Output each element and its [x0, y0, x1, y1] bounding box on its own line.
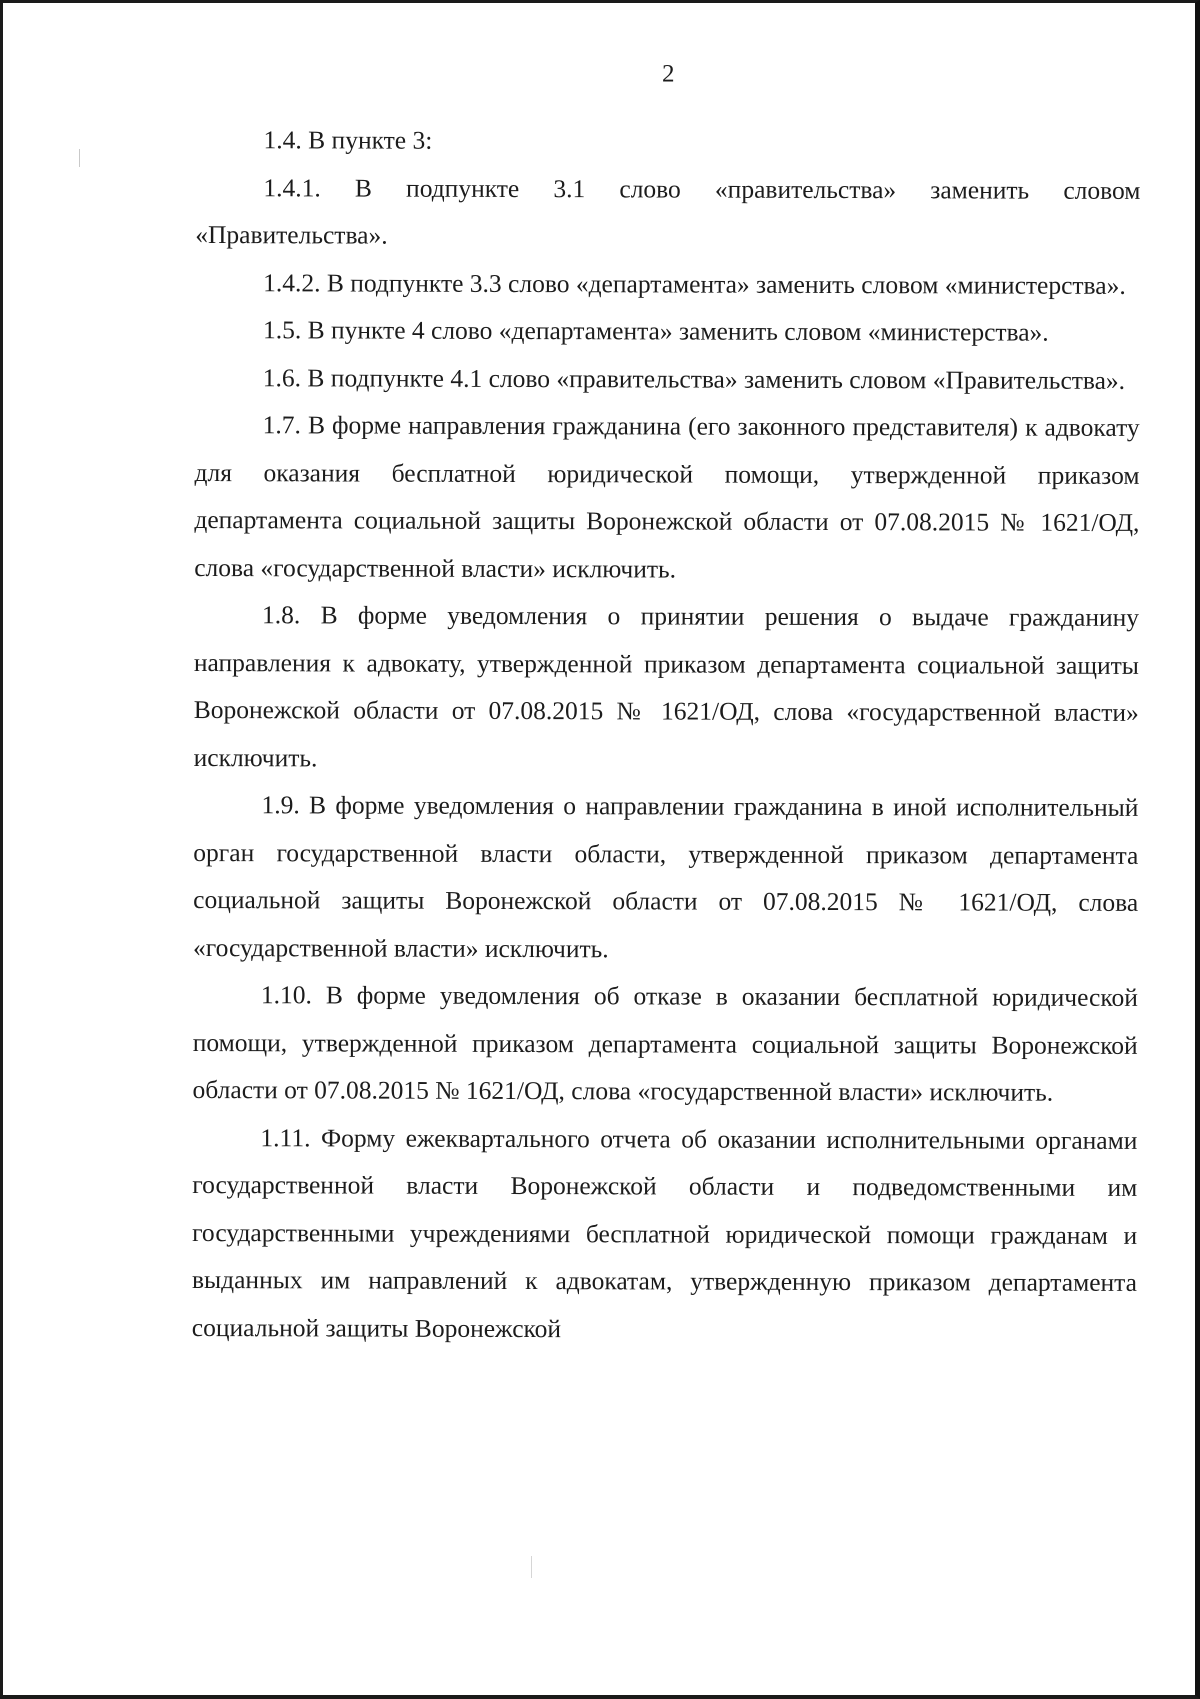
- paragraph-1-9: 1.9. В форме уведомления о направлении гражданина в иной исполнительный орган государственной власти области, утвержденной приказом департамента социальной защиты Воронежской области от 07.08.2015 № 1621/ОД, слова «государственной власти» исключить.: [192, 790, 1139, 963]
- document-body: [192, 116, 1141, 1354]
- paragraph-1-4: 1.4. В пункте 3:: [263, 125, 433, 155]
- page-number: 2: [661, 60, 675, 88]
- paragraph-1-4-1: 1.4.1. В подпункте 3.1 слово «правительства» заменить словом «Правительства».: [195, 172, 1141, 250]
- document-sheet: [191, 3, 1141, 1343]
- scan-artifact: [79, 149, 80, 167]
- paragraph-1-5: 1.5. В пункте 4 слово «департамента» заменить словом «министерства».: [262, 315, 1049, 347]
- paragraph-1-8: 1.8. В форме уведомления о принятии решения о выдаче гражданину направления к адвокату, утвержденной приказом департамента социальной защиты Воронежской области от 07.08.2015 № 1621/ОД, слова «государственной власти» исключить.: [193, 600, 1140, 772]
- paragraph-1-10: 1.10. В форме уведомления об отказе в оказании бесплатной юридической помощи, утвержденной приказом департамента социальной защиты Воронежской области от 07.08.2015 № 1621/ОД, слова «государственной власти» исключить.: [192, 980, 1138, 1107]
- paragraph-1-11: 1.11. Форму ежеквартального отчета об оказании исполнительными органами государственной власти Воронежской области и подведомственными им государственными учреждениями бесплатной юридической помощи гражданам и выданных им направлений к адвокатам, утвержденную приказом департамента социальной защиты Воронежской: [191, 1122, 1138, 1343]
- paragraph-1-6: 1.6. В подпункте 4.1 слово «правительства» заменить словом «Правительства».: [262, 362, 1126, 395]
- scan-artifact: [531, 1556, 532, 1578]
- paragraph-1-7: 1.7. В форме направления гражданина (его законного представителя) к адвокату для оказания бесплатной юридической помощи, утвержденной приказом департамента социальной защиты Воронежской области от 07.08.2015 № 1621/ОД, слова «государственной власти» исключить.: [194, 410, 1140, 584]
- paragraph-1-4-2: 1.4.2. В подпункте 3.3 слово «департамента» заменить словом «министерства».: [263, 267, 1126, 300]
